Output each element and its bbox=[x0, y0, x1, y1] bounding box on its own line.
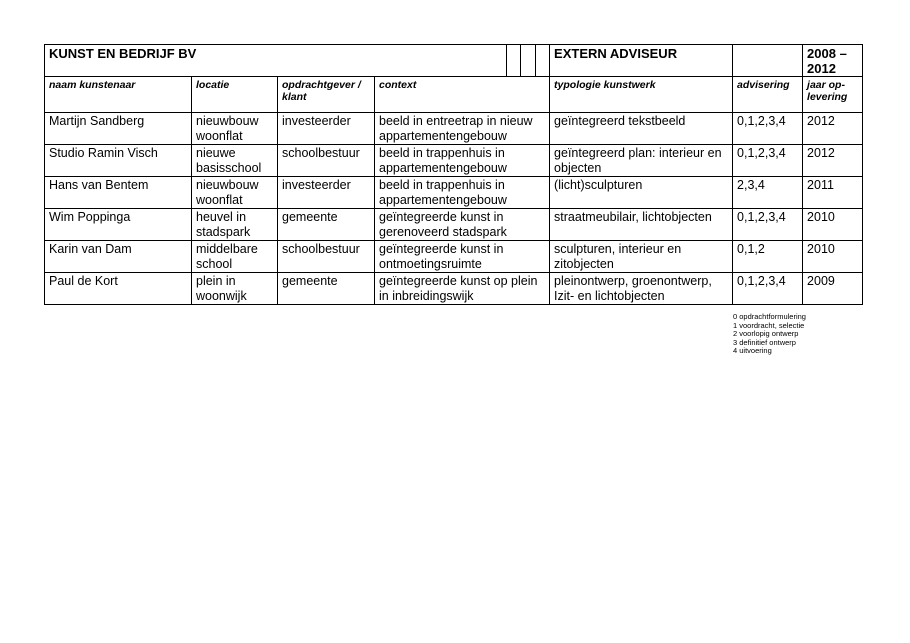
company-title: KUNST EN BEDRIJF BV bbox=[49, 46, 197, 61]
cell-context: geïntegreerde kunst in ontmoetingsruimte bbox=[375, 241, 550, 273]
advisering-legend bbox=[733, 313, 806, 356]
cell-context: geïntegreerde kunst op plein in inbreidingswijk bbox=[375, 273, 550, 305]
cell-jaar: 2012 bbox=[803, 145, 863, 177]
title-gap-cells bbox=[506, 45, 549, 76]
cell-locatie: nieuwbouw woonflat bbox=[192, 177, 278, 209]
table-row bbox=[45, 177, 863, 209]
cell-opdrachtgever: schoolbestuur bbox=[278, 145, 375, 177]
cell-jaar: 2009 bbox=[803, 273, 863, 305]
legend-item: 4 uitvoering bbox=[733, 346, 772, 356]
cell-typologie: sculpturen, interieur en zitobjecten bbox=[550, 241, 733, 273]
period-line-1: 2008 – bbox=[807, 46, 847, 61]
cell-advisering: 0,1,2,3,4 bbox=[733, 113, 803, 145]
title-empty-cell bbox=[733, 45, 803, 77]
legend-item: 2 voorlopig ontwerp bbox=[733, 329, 799, 339]
cell-context: beeld in trappenhuis in appartementengebouw bbox=[375, 177, 550, 209]
col-header-typologie: typologie kunstwerk bbox=[550, 77, 733, 113]
table-row bbox=[45, 241, 863, 273]
cell-jaar: 2012 bbox=[803, 113, 863, 145]
title-row bbox=[45, 45, 863, 77]
cell-typologie: (licht)sculpturen bbox=[550, 177, 733, 209]
cell-typologie: geïntegreerd plan: interieur en objecten bbox=[550, 145, 733, 177]
cell-opdrachtgever: schoolbestuur bbox=[278, 241, 375, 273]
table-row bbox=[45, 145, 863, 177]
cell-locatie: plein in woonwijk bbox=[192, 273, 278, 305]
cell-advisering: 0,1,2 bbox=[733, 241, 803, 273]
cell-locatie: heuvel in stadspark bbox=[192, 209, 278, 241]
cell-locatie: middelbare school bbox=[192, 241, 278, 273]
cell-typologie: geïntegreerd tekstbeeld bbox=[550, 113, 733, 145]
cell-name: Wim Poppinga bbox=[45, 209, 192, 241]
cell-typologie: straatmeubilair, lichtobjecten bbox=[550, 209, 733, 241]
cell-context: geïntegreerde kunst in gerenoveerd stadspark bbox=[375, 209, 550, 241]
cell-typologie: pleinontwerp, groenontwerp, Izit- en lichtobjecten bbox=[550, 273, 733, 305]
title-gap-cell bbox=[535, 45, 549, 76]
cell-name: Martijn Sandberg bbox=[45, 113, 192, 145]
title-gap-cell bbox=[506, 45, 520, 76]
legend-item: 1 voordracht, selectie bbox=[733, 320, 805, 330]
cell-locatie: nieuwe basisschool bbox=[192, 145, 278, 177]
cell-opdrachtgever: investeerder bbox=[278, 177, 375, 209]
cell-advisering: 0,1,2,3,4 bbox=[733, 145, 803, 177]
role-title: EXTERN ADVISEUR bbox=[550, 45, 733, 77]
cell-advisering: 2,3,4 bbox=[733, 177, 803, 209]
cell-advisering: 0,1,2,3,4 bbox=[733, 209, 803, 241]
col-header-jaar: jaar op-levering bbox=[803, 77, 863, 113]
cell-name: Karin van Dam bbox=[45, 241, 192, 273]
cell-context: beeld in trappenhuis in appartementengebouw bbox=[375, 145, 550, 177]
cell-jaar: 2010 bbox=[803, 209, 863, 241]
cell-context: beeld in entreetrap in nieuw appartementengebouw bbox=[375, 113, 550, 145]
projects-table bbox=[44, 44, 863, 305]
legend-item: 3 definitief ontwerp bbox=[733, 337, 796, 347]
table-row bbox=[45, 273, 863, 305]
cell-name: Paul de Kort bbox=[45, 273, 192, 305]
cell-locatie: nieuwbouw woonflat bbox=[192, 113, 278, 145]
cell-opdrachtgever: gemeente bbox=[278, 209, 375, 241]
period-line-2: 2012 bbox=[807, 61, 836, 76]
title-gap-cell bbox=[520, 45, 534, 76]
col-header-opdrachtgever: opdrachtgever / klant bbox=[278, 77, 375, 113]
cell-name: Studio Ramin Visch bbox=[45, 145, 192, 177]
col-header-advisering: advisering bbox=[733, 77, 803, 113]
title-company-cell bbox=[45, 45, 550, 77]
cell-name: Hans van Bentem bbox=[45, 177, 192, 209]
legend-item: 0 opdrachtformulering bbox=[733, 312, 806, 321]
cell-jaar: 2010 bbox=[803, 241, 863, 273]
cell-jaar: 2011 bbox=[803, 177, 863, 209]
period-cell bbox=[803, 45, 863, 77]
cell-opdrachtgever: investeerder bbox=[278, 113, 375, 145]
col-header-context: context bbox=[375, 77, 550, 113]
table-row bbox=[45, 209, 863, 241]
col-header-locatie: locatie bbox=[192, 77, 278, 113]
table-row bbox=[45, 113, 863, 145]
header-row bbox=[45, 77, 863, 113]
cell-opdrachtgever: gemeente bbox=[278, 273, 375, 305]
col-header-naam: naam kunstenaar bbox=[45, 77, 192, 113]
cell-advisering: 0,1,2,3,4 bbox=[733, 273, 803, 305]
